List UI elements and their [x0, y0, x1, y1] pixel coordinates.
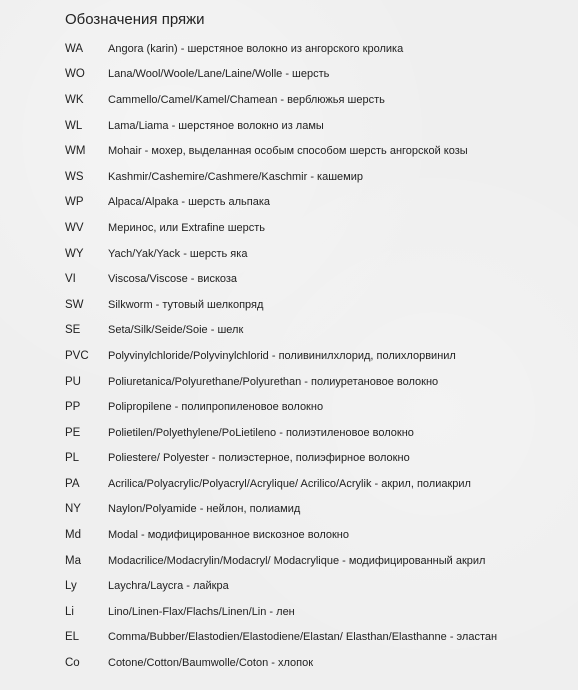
legend-row — [0, 292, 578, 318]
fiber-code: SE — [65, 324, 81, 337]
fiber-code: PVC — [65, 349, 89, 362]
fiber-code: Ly — [65, 580, 77, 593]
fiber-code: PL — [65, 452, 80, 465]
fiber-description: Alpaca/Alpaka - шерсть альпака — [108, 196, 270, 209]
fiber-code: Ma — [65, 554, 81, 567]
fiber-code: Co — [65, 657, 80, 670]
fiber-code: WO — [65, 68, 85, 81]
fiber-description: Lino/Linen-Flax/Flachs/Linen/Lin - лен — [108, 605, 295, 618]
fiber-code: NY — [65, 503, 81, 516]
legend-row — [0, 36, 578, 62]
page-title: Обозначения пряжи — [65, 11, 205, 28]
fiber-code: Li — [65, 605, 74, 618]
fiber-description: Yach/Yak/Yack - шерсть яка — [108, 247, 248, 260]
fiber-code: WA — [65, 42, 84, 55]
fiber-description: Lana/Wool/Woole/Lane/Laine/Wolle - шерсть — [108, 68, 330, 81]
fiber-code: Md — [65, 529, 81, 542]
legend-row — [0, 266, 578, 292]
fiber-description: Kashmir/Cashemire/Cashmere/Kaschmir - кашемир — [108, 170, 363, 183]
fiber-description: Polyvinylchloride/Polyvinylchlorid - поливинилхлорид, полихлорвинил — [108, 349, 456, 362]
fiber-description: Cammello/Camel/Kamel/Chamean - верблюжья шерсть — [108, 93, 385, 106]
legend-row — [0, 471, 578, 497]
legend-row — [0, 650, 578, 676]
fiber-description: Comma/Bubber/Elastodien/Elastodiene/Elastan/ Elasthan/Elasthanne - эластан — [108, 631, 498, 644]
legend-row — [0, 599, 578, 625]
fiber-description: Poliestere/ Polyester - полиэстерное, полиэфирное волокно — [108, 452, 410, 465]
fiber-description: Seta/Silk/Seide/Soie - шелк — [108, 324, 244, 337]
fiber-code: WS — [65, 170, 84, 183]
legend-row — [0, 215, 578, 241]
legend-row — [0, 343, 578, 369]
fiber-description: Naylon/Polyamide - нейлон, полиамид — [108, 503, 301, 516]
fiber-code: WP — [65, 196, 84, 209]
fiber-code: EL — [65, 631, 80, 644]
legend-row — [0, 62, 578, 88]
fiber-description: Lama/Liama - шерстяное волокно из ламы — [108, 119, 324, 132]
fiber-code: PE — [65, 426, 81, 439]
fiber-description: Меринос, или Extrafine шерсть — [108, 221, 266, 234]
legend-row — [0, 522, 578, 548]
legend-row — [0, 113, 578, 139]
legend-row — [0, 625, 578, 651]
fiber-code: PP — [65, 401, 81, 414]
fiber-description: Cotone/Cotton/Baumwolle/Coton - хлопок — [108, 657, 314, 670]
fiber-description: Viscosa/Viscose - вискоза — [108, 273, 238, 286]
legend-row — [0, 318, 578, 344]
fiber-code: WV — [65, 221, 84, 234]
fiber-description: Polipropilene - полипропиленовое волокно — [108, 401, 324, 414]
legend-row — [0, 164, 578, 190]
fiber-description: Laychra/Laycra - лайкра — [108, 580, 229, 593]
fiber-description: Modal - модифицированное вискозное волокно — [108, 529, 349, 542]
fiber-code: WL — [65, 119, 83, 132]
fiber-description: Poliuretanica/Polyurethane/Polyurethan - полиуретановое волокно — [108, 375, 439, 388]
fiber-code: WK — [65, 93, 84, 106]
fiber-code: PA — [65, 477, 80, 490]
legend-row — [0, 446, 578, 472]
fiber-description: Angora (karin) - шерстяное волокно из ангорского кролика — [108, 42, 404, 55]
fiber-description: Polietilen/Polyethylene/PoLietileno - полиэтиленовое волокно — [108, 426, 414, 439]
fiber-description: Acrilica/Polyacrylic/Polyacryl/Acrylique/ Acrilico/Acrylik - акрил, полиакрил — [108, 477, 471, 490]
legend-row — [0, 369, 578, 395]
fiber-code: WY — [65, 247, 84, 260]
fiber-code: SW — [65, 298, 84, 311]
fiber-code: WM — [65, 145, 86, 158]
legend-row — [0, 497, 578, 523]
fiber-description: Mohair - мохер, выделанная особым способом шерсть ангорской козы — [108, 145, 468, 158]
fiber-code: PU — [65, 375, 81, 388]
legend-row — [0, 394, 578, 420]
legend-row — [0, 548, 578, 574]
legend-row — [0, 573, 578, 599]
fiber-code: VI — [65, 273, 76, 286]
fiber-description: Silkworm - тутовый шелкопряд — [108, 298, 264, 311]
legend-row — [0, 190, 578, 216]
legend-row — [0, 420, 578, 446]
legend-row — [0, 138, 578, 164]
yarn-legend-list — [0, 36, 578, 676]
legend-row — [0, 87, 578, 113]
legend-row — [0, 241, 578, 267]
fiber-description: Modacrilice/Modacrylin/Modacryl/ Modacrylique - модифицированный акрил — [108, 554, 486, 567]
